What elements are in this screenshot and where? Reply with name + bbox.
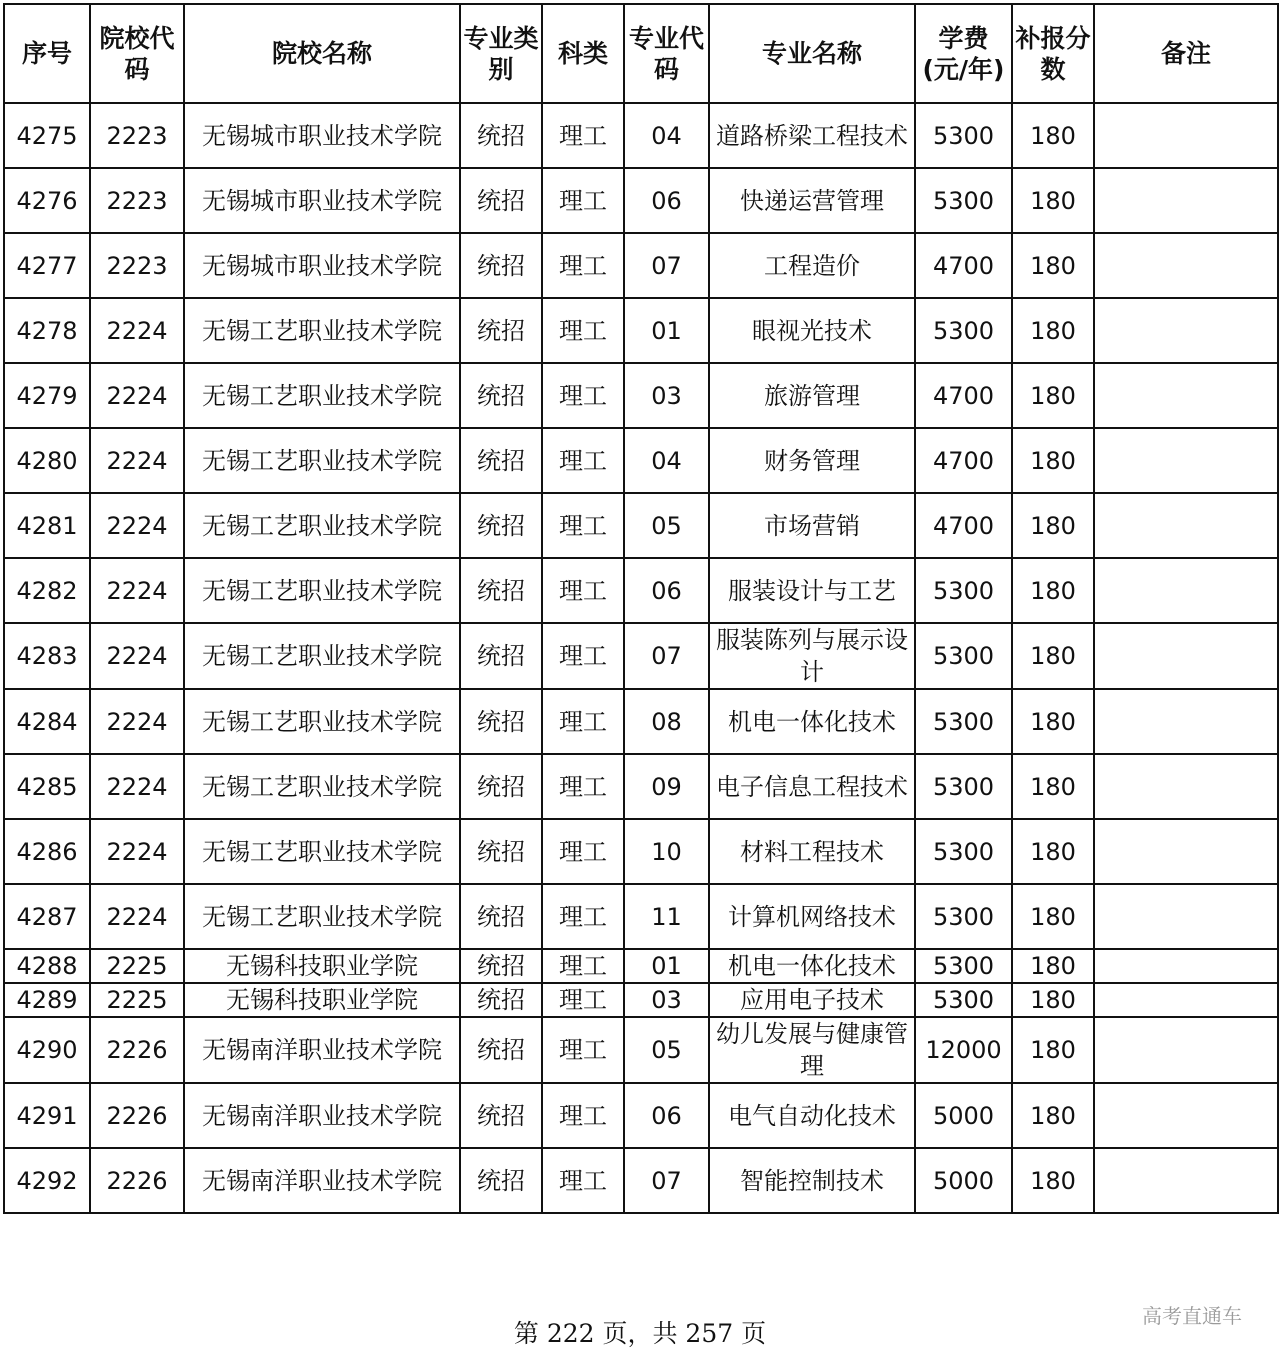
seq-cell: 4280 <box>4 428 90 493</box>
major-name-cell: 智能控制技术 <box>709 1148 915 1213</box>
score-cell: 180 <box>1012 623 1094 689</box>
school-name-cell: 无锡工艺职业技术学院 <box>184 558 460 623</box>
major-name-cell: 电子信息工程技术 <box>709 754 915 819</box>
fee-cell: 12000 <box>915 1017 1012 1083</box>
school-name-cell: 无锡城市职业技术学院 <box>184 233 460 298</box>
note-cell <box>1094 819 1278 884</box>
school-name-cell: 无锡工艺职业技术学院 <box>184 689 460 754</box>
header-score: 补报分数 <box>1012 4 1094 103</box>
major-category-cell: 统招 <box>460 233 542 298</box>
major-code-cell: 07 <box>624 1148 709 1213</box>
table-row <box>4 819 1278 884</box>
major-name-cell: 幼儿发展与健康管理 <box>709 1017 915 1083</box>
score-cell: 180 <box>1012 233 1094 298</box>
major-code-cell: 03 <box>624 363 709 428</box>
major-category-cell: 统招 <box>460 428 542 493</box>
note-cell <box>1094 558 1278 623</box>
table-row <box>4 233 1278 298</box>
school-name-cell: 无锡城市职业技术学院 <box>184 103 460 168</box>
score-cell: 180 <box>1012 363 1094 428</box>
subject-cell: 理工 <box>542 1083 624 1148</box>
fee-cell: 5000 <box>915 1083 1012 1148</box>
major-code-cell: 09 <box>624 754 709 819</box>
school-code-cell: 2224 <box>90 819 184 884</box>
subject-cell: 理工 <box>542 363 624 428</box>
major-name-cell: 电气自动化技术 <box>709 1083 915 1148</box>
table-row <box>4 623 1278 689</box>
seq-cell: 4291 <box>4 1083 90 1148</box>
school-code-cell: 2224 <box>90 623 184 689</box>
school-name-cell: 无锡工艺职业技术学院 <box>184 428 460 493</box>
major-code-cell: 10 <box>624 819 709 884</box>
score-cell: 180 <box>1012 949 1094 983</box>
table-row <box>4 1148 1278 1213</box>
major-category-cell: 统招 <box>460 983 542 1017</box>
note-cell <box>1094 754 1278 819</box>
seq-cell: 4290 <box>4 1017 90 1083</box>
fee-cell: 5300 <box>915 819 1012 884</box>
note-cell <box>1094 428 1278 493</box>
score-cell: 180 <box>1012 493 1094 558</box>
table-row <box>4 103 1278 168</box>
fee-cell: 5300 <box>915 983 1012 1017</box>
header-school-name: 院校名称 <box>184 4 460 103</box>
seq-cell: 4283 <box>4 623 90 689</box>
school-code-cell: 2225 <box>90 983 184 1017</box>
seq-cell: 4288 <box>4 949 90 983</box>
note-cell <box>1094 298 1278 363</box>
seq-cell: 4287 <box>4 884 90 949</box>
note-cell <box>1094 983 1278 1017</box>
major-name-cell: 应用电子技术 <box>709 983 915 1017</box>
subject-cell: 理工 <box>542 754 624 819</box>
major-category-cell: 统招 <box>460 623 542 689</box>
major-code-cell: 03 <box>624 983 709 1017</box>
seq-cell: 4281 <box>4 493 90 558</box>
score-cell: 180 <box>1012 168 1094 233</box>
major-name-cell: 服装陈列与展示设计 <box>709 623 915 689</box>
note-cell <box>1094 1148 1278 1213</box>
note-cell <box>1094 884 1278 949</box>
major-name-cell: 机电一体化技术 <box>709 689 915 754</box>
seq-cell: 4276 <box>4 168 90 233</box>
school-code-cell: 2226 <box>90 1148 184 1213</box>
fee-cell: 4700 <box>915 493 1012 558</box>
school-name-cell: 无锡工艺职业技术学院 <box>184 754 460 819</box>
seq-cell: 4292 <box>4 1148 90 1213</box>
major-code-cell: 11 <box>624 884 709 949</box>
major-category-cell: 统招 <box>460 103 542 168</box>
watermark: 高考直通车 <box>1142 1304 1242 1328</box>
subject-cell: 理工 <box>542 493 624 558</box>
note-cell <box>1094 623 1278 689</box>
header-note: 备注 <box>1094 4 1278 103</box>
header-fee: 学费(元/年) <box>915 4 1012 103</box>
fee-cell: 5000 <box>915 1148 1012 1213</box>
major-category-cell: 统招 <box>460 168 542 233</box>
major-name-cell: 道路桥梁工程技术 <box>709 103 915 168</box>
school-name-cell: 无锡工艺职业技术学院 <box>184 819 460 884</box>
major-name-cell: 材料工程技术 <box>709 819 915 884</box>
fee-cell: 5300 <box>915 689 1012 754</box>
fee-cell: 5300 <box>915 884 1012 949</box>
fee-cell: 5300 <box>915 949 1012 983</box>
score-cell: 180 <box>1012 103 1094 168</box>
school-name-cell: 无锡科技职业学院 <box>184 949 460 983</box>
table-body <box>4 103 1278 1213</box>
header-major-name: 专业名称 <box>709 4 915 103</box>
school-name-cell: 无锡城市职业技术学院 <box>184 168 460 233</box>
fee-cell: 4700 <box>915 233 1012 298</box>
header-major-code: 专业代码 <box>624 4 709 103</box>
major-code-cell: 06 <box>624 168 709 233</box>
seq-cell: 4282 <box>4 558 90 623</box>
score-cell: 180 <box>1012 819 1094 884</box>
school-name-cell: 无锡南洋职业技术学院 <box>184 1017 460 1083</box>
school-code-cell: 2223 <box>90 233 184 298</box>
subject-cell: 理工 <box>542 233 624 298</box>
major-category-cell: 统招 <box>460 949 542 983</box>
school-name-cell: 无锡南洋职业技术学院 <box>184 1148 460 1213</box>
subject-cell: 理工 <box>542 428 624 493</box>
major-name-cell: 眼视光技术 <box>709 298 915 363</box>
major-category-cell: 统招 <box>460 1083 542 1148</box>
table-row <box>4 884 1278 949</box>
school-code-cell: 2224 <box>90 884 184 949</box>
major-code-cell: 07 <box>624 623 709 689</box>
note-cell <box>1094 363 1278 428</box>
subject-cell: 理工 <box>542 168 624 233</box>
school-name-cell: 无锡南洋职业技术学院 <box>184 1083 460 1148</box>
major-category-cell: 统招 <box>460 754 542 819</box>
subject-cell: 理工 <box>542 884 624 949</box>
header-row <box>4 4 1278 103</box>
seq-cell: 4285 <box>4 754 90 819</box>
major-code-cell: 05 <box>624 493 709 558</box>
subject-cell: 理工 <box>542 949 624 983</box>
table-row <box>4 298 1278 363</box>
seq-cell: 4289 <box>4 983 90 1017</box>
school-code-cell: 2223 <box>90 103 184 168</box>
major-category-cell: 统招 <box>460 884 542 949</box>
header-subject: 科类 <box>542 4 624 103</box>
major-code-cell: 04 <box>624 103 709 168</box>
school-name-cell: 无锡科技职业学院 <box>184 983 460 1017</box>
school-code-cell: 2225 <box>90 949 184 983</box>
table-row <box>4 949 1278 983</box>
table-row <box>4 983 1278 1017</box>
table-row <box>4 1083 1278 1148</box>
school-name-cell: 无锡工艺职业技术学院 <box>184 884 460 949</box>
note-cell <box>1094 949 1278 983</box>
major-name-cell: 市场营销 <box>709 493 915 558</box>
note-cell <box>1094 493 1278 558</box>
school-code-cell: 2224 <box>90 428 184 493</box>
table-row <box>4 558 1278 623</box>
major-name-cell: 旅游管理 <box>709 363 915 428</box>
score-cell: 180 <box>1012 983 1094 1017</box>
fee-cell: 5300 <box>915 168 1012 233</box>
fee-cell: 4700 <box>915 363 1012 428</box>
major-category-cell: 统招 <box>460 363 542 428</box>
fee-cell: 5300 <box>915 558 1012 623</box>
table-row <box>4 689 1278 754</box>
score-cell: 180 <box>1012 689 1094 754</box>
seq-cell: 4278 <box>4 298 90 363</box>
subject-cell: 理工 <box>542 1017 624 1083</box>
school-code-cell: 2224 <box>90 754 184 819</box>
score-cell: 180 <box>1012 428 1094 493</box>
major-category-cell: 统招 <box>460 819 542 884</box>
score-cell: 180 <box>1012 1017 1094 1083</box>
school-code-cell: 2223 <box>90 168 184 233</box>
major-name-cell: 计算机网络技术 <box>709 884 915 949</box>
fee-cell: 5300 <box>915 103 1012 168</box>
subject-cell: 理工 <box>542 623 624 689</box>
major-code-cell: 08 <box>624 689 709 754</box>
school-code-cell: 2226 <box>90 1083 184 1148</box>
major-name-cell: 服装设计与工艺 <box>709 558 915 623</box>
score-cell: 180 <box>1012 1083 1094 1148</box>
subject-cell: 理工 <box>542 1148 624 1213</box>
score-cell: 180 <box>1012 1148 1094 1213</box>
note-cell <box>1094 1083 1278 1148</box>
school-code-cell: 2224 <box>90 298 184 363</box>
major-category-cell: 统招 <box>460 558 542 623</box>
page-footer: 第 222 页，共 257 页 <box>513 1319 767 1348</box>
fee-cell: 5300 <box>915 298 1012 363</box>
major-code-cell: 01 <box>624 298 709 363</box>
table-row <box>4 428 1278 493</box>
score-cell: 180 <box>1012 884 1094 949</box>
header-school-code: 院校代码 <box>90 4 184 103</box>
major-name-cell: 机电一体化技术 <box>709 949 915 983</box>
major-category-cell: 统招 <box>460 493 542 558</box>
note-cell <box>1094 689 1278 754</box>
admission-table <box>3 3 1279 1214</box>
school-code-cell: 2224 <box>90 558 184 623</box>
note-cell <box>1094 1017 1278 1083</box>
school-code-cell: 2224 <box>90 689 184 754</box>
fee-cell: 5300 <box>915 754 1012 819</box>
header-seq: 序号 <box>4 4 90 103</box>
school-name-cell: 无锡工艺职业技术学院 <box>184 298 460 363</box>
major-code-cell: 01 <box>624 949 709 983</box>
major-name-cell: 快递运营管理 <box>709 168 915 233</box>
table-row <box>4 493 1278 558</box>
score-cell: 180 <box>1012 754 1094 819</box>
table-row <box>4 754 1278 819</box>
major-category-cell: 统招 <box>460 1148 542 1213</box>
major-category-cell: 统招 <box>460 1017 542 1083</box>
table-row <box>4 363 1278 428</box>
major-code-cell: 07 <box>624 233 709 298</box>
school-code-cell: 2224 <box>90 363 184 428</box>
seq-cell: 4277 <box>4 233 90 298</box>
subject-cell: 理工 <box>542 298 624 363</box>
seq-cell: 4286 <box>4 819 90 884</box>
subject-cell: 理工 <box>542 983 624 1017</box>
major-name-cell: 工程造价 <box>709 233 915 298</box>
school-code-cell: 2226 <box>90 1017 184 1083</box>
subject-cell: 理工 <box>542 103 624 168</box>
school-name-cell: 无锡工艺职业技术学院 <box>184 363 460 428</box>
score-cell: 180 <box>1012 558 1094 623</box>
table-row <box>4 1017 1278 1083</box>
seq-cell: 4275 <box>4 103 90 168</box>
major-category-cell: 统招 <box>460 689 542 754</box>
note-cell <box>1094 103 1278 168</box>
fee-cell: 5300 <box>915 623 1012 689</box>
major-category-cell: 统招 <box>460 298 542 363</box>
major-code-cell: 04 <box>624 428 709 493</box>
school-name-cell: 无锡工艺职业技术学院 <box>184 493 460 558</box>
major-name-cell: 财务管理 <box>709 428 915 493</box>
score-cell: 180 <box>1012 298 1094 363</box>
major-code-cell: 05 <box>624 1017 709 1083</box>
major-code-cell: 06 <box>624 1083 709 1148</box>
seq-cell: 4284 <box>4 689 90 754</box>
header-major-category: 专业类别 <box>460 4 542 103</box>
note-cell <box>1094 168 1278 233</box>
school-name-cell: 无锡工艺职业技术学院 <box>184 623 460 689</box>
subject-cell: 理工 <box>542 819 624 884</box>
subject-cell: 理工 <box>542 558 624 623</box>
school-code-cell: 2224 <box>90 493 184 558</box>
major-code-cell: 06 <box>624 558 709 623</box>
fee-cell: 4700 <box>915 428 1012 493</box>
seq-cell: 4279 <box>4 363 90 428</box>
subject-cell: 理工 <box>542 689 624 754</box>
table-row <box>4 168 1278 233</box>
note-cell <box>1094 233 1278 298</box>
